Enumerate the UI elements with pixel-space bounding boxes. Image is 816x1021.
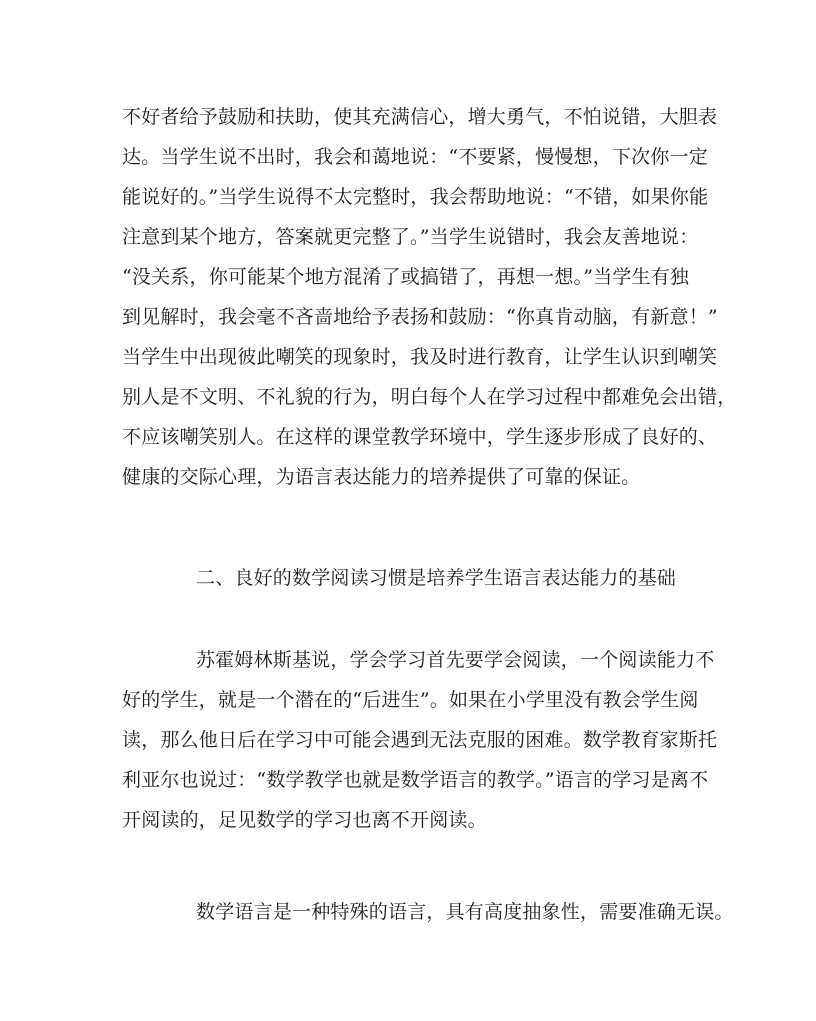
paragraph-1-line-3: 能说好的。”当学生说得不太完整时，我会帮助地说：“不错，如果你能 — [122, 186, 709, 208]
paragraph-1-line-4: 注意到某个地方，答案就更完整了。”当学生说错时，我会友善地说： — [122, 226, 699, 248]
paragraph-2-line-3: 读，那么他日后在学习中可能会遇到无法克服的困难。数学教育家斯托 — [122, 729, 718, 751]
paragraph-1-line-7: 当学生中出现彼此嘲笑的现象时，我及时进行教育，让学生认识到嘲笑 — [122, 346, 718, 368]
paragraph-1-line-6: 到见解时，我会毫不吝啬地给予表扬和鼓励：“你真肯动脑，有新意！” — [122, 306, 718, 328]
paragraph-2-line-1: 苏霍姆林斯基说，学会学习首先要学会阅读，一个阅读能力不 — [196, 649, 715, 671]
paragraph-1-line-1: 不好者给予鼓励和扶助，使其充满信心，增大勇气，不怕说错，大胆表 — [122, 106, 718, 128]
paragraph-1-line-9: 不应该嘲笑别人。在这样的课堂教学环境中，学生逐步形成了良好的、 — [122, 426, 718, 448]
section-heading: 二、良好的数学阅读习惯是培养学生语言表达能力的基础 — [196, 567, 677, 589]
paragraph-1-line-10: 健康的交际心理，为语言表达能力的培养提供了可靠的保证。 — [122, 466, 641, 488]
paragraph-3-line-1: 数学语言是一种特殊的语言，具有高度抽象性，需要准确无误。 — [196, 901, 734, 923]
paragraph-1-line-5: “没关系，你可能某个地方混淆了或搞错了，再想一想。”当学生有独 — [122, 266, 690, 288]
paragraph-1-line-2: 达。当学生说不出时，我会和蔼地说：“不要紧，慢慢想，下次你一定 — [122, 146, 708, 168]
paragraph-1-line-8: 别人是不文明、不礼貌的行为，明白每个人在学习过程中都难免会出错， — [122, 386, 737, 408]
paragraph-2-line-5: 开阅读的，足见数学的学习也离不开阅读。 — [122, 809, 487, 831]
paragraph-2-line-4: 利亚尔也说过：“数学教学也就是数学语言的教学。”语言的学习是离不 — [122, 769, 709, 791]
paragraph-2-line-2: 好的学生，就是一个潜在的“后进生”。如果在小学里没有教会学生阅 — [122, 689, 699, 711]
